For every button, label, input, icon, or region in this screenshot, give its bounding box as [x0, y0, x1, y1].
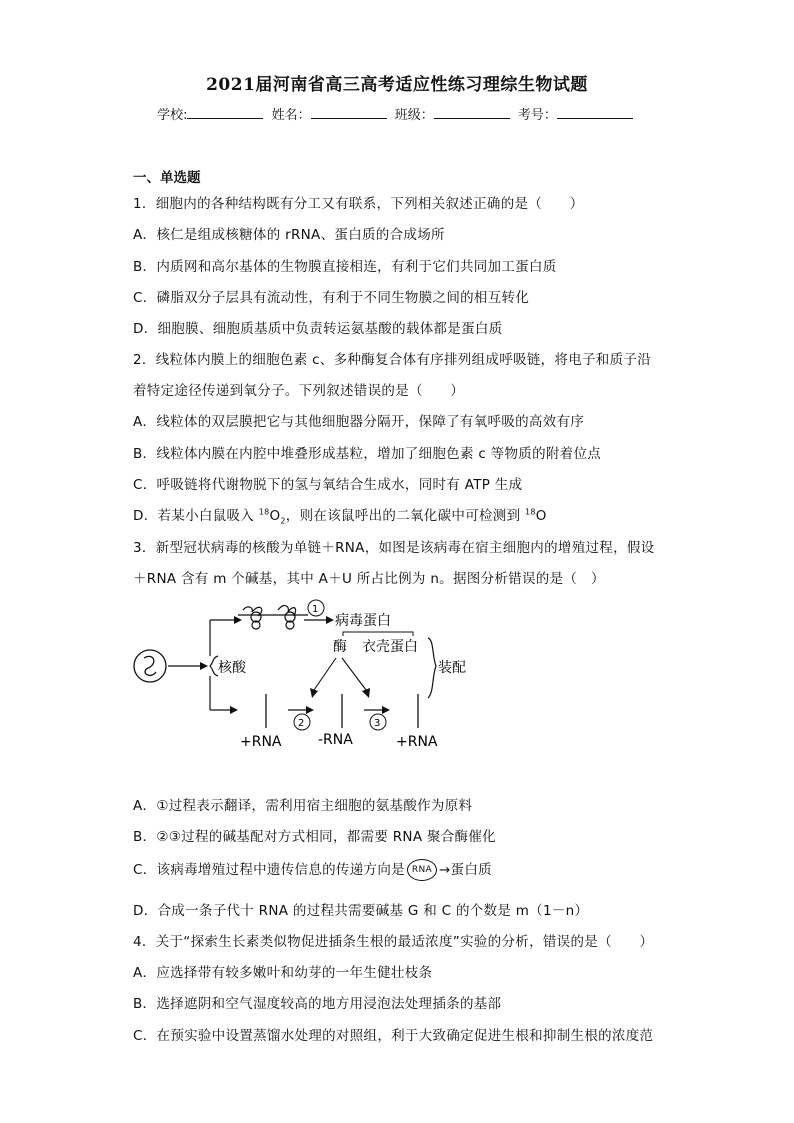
exam-number-label: 考号：	[517, 108, 557, 123]
q3-c-text2: →蛋白质	[438, 862, 492, 878]
q2-d-superscript: 18	[258, 507, 270, 517]
minus-rna-label: -RNA	[318, 732, 353, 748]
nucleic-acid-label: 核酸	[218, 660, 246, 676]
q2-d-oxygen: O	[269, 508, 281, 524]
q3-option-b: B．②③过程的碱基配对方式相同，都需要 RNA 聚合酶催化	[133, 829, 496, 845]
q1-option-b: B．内质网和高尔基体的生物膜直接相连，有利于它们共同加工蛋白质	[133, 259, 557, 275]
q2-option-a: A．线粒体的双层膜把它与其他细胞器分隔开，保障了有氧呼吸的高效有序	[133, 414, 585, 430]
plus-rna-label-1: +RNA	[240, 734, 282, 750]
q3-option-a: A．①过程表示翻译，需利用宿主细胞的氨基酸作为原料	[133, 798, 473, 814]
plus-rna-label-2: +RNA	[396, 734, 438, 750]
ribosome-icon	[238, 606, 308, 629]
q2-d-text: D．若某小白鼠吸入	[133, 508, 259, 524]
q4-option-b: B．选择遮阴和空气湿度较高的地方用浸泡法处理插条的基部	[133, 996, 502, 1012]
assembly-label: 装配	[438, 660, 466, 676]
school-label: 学校:	[157, 108, 188, 123]
q2-option-c: C．呼吸链将代谢物脱下的氢与氧结合生成水，同时有 ATP 生成	[133, 477, 523, 493]
q2-d-subscript: 2	[280, 516, 286, 526]
q2-stem-line1: 2．线粒体内膜上的细胞色素 c、多种酶复合体有序排列组成呼吸链，将电子和质子沿	[133, 352, 652, 368]
step-3-number: 3	[374, 718, 381, 729]
q1-option-a: A．核仁是组成核糖体的 rRNA、蛋白质的合成场所	[133, 227, 445, 243]
school-blank	[187, 106, 263, 119]
page-title: 2021届河南省高三高考适应性练习理综生物试题	[206, 75, 588, 95]
q2-d-oxygen2: O	[535, 508, 547, 524]
viral-protein-label: 病毒蛋白	[335, 613, 391, 629]
q2-stem-line2: 着特定途径传递到氧分子。下列叙述错误的是（ ）	[133, 383, 465, 399]
q2-d-text2: ，则在该鼠呼出的二氧化碳中可检测到	[285, 508, 525, 524]
q3-option-d: D．合成一条子代十 RNA 的过程共需要碱基 G 和 C 的个数是 m（1－n）	[133, 903, 589, 919]
q2-option-d	[133, 504, 547, 526]
name-label: 姓名：	[271, 108, 311, 123]
student-info-line	[0, 104, 794, 123]
q3-c-text: C．该病毒增殖过程中遗传信息的传递方向是	[133, 862, 405, 878]
rna-cycle-icon: RNA	[407, 859, 437, 881]
q1-stem: 1．细胞内的各种结构既有分工又有联系，下列相关叙述正确的是（ ）	[133, 196, 584, 212]
enzyme-label: 酶	[333, 639, 347, 655]
q1-option-c: C．磷脂双分子层具有流动性，有利于不同生物膜之间的相互转化	[133, 290, 530, 306]
virus-icon	[134, 650, 166, 682]
q4-stem: 4．关于“探索生长素类似物促进插条生根的最适浓度”实验的分析，错误的是（ ）	[133, 934, 654, 950]
q1-option-d: D．细胞膜、细胞质基质中负责转运氨基酸的载体都是蛋白质	[133, 321, 503, 337]
q2-d-superscript2: 18	[525, 507, 536, 517]
q4-option-c: C．在预实验中设置蒸馏水处理的对照组，利于大致确定促进生根和抑制生根的浓度范	[133, 1028, 654, 1044]
step-1-number: 1	[312, 604, 319, 615]
name-blank	[311, 106, 387, 119]
capsid-protein-label: 衣壳蛋白	[362, 639, 418, 655]
virus-replication-diagram	[128, 598, 466, 758]
q4-option-a: A．应选择带有较多嫩叶和幼芽的一年生健壮枝条	[133, 965, 433, 981]
q3-option-c	[133, 858, 492, 881]
q2-option-b: B．线粒体内膜在内腔中堆叠形成基粒，增加了细胞色素 c 等物质的附着位点	[133, 446, 602, 462]
class-label: 班级：	[394, 108, 434, 123]
step-2-number: 2	[298, 718, 305, 729]
q3-stem-line2: ＋RNA 含有 m 个碱基，其中 A＋U 所占比例为 n。据图分析错误的是（ ）	[133, 571, 605, 587]
class-blank	[434, 106, 510, 119]
q3-stem-line1: 3．新型冠状病毒的核酸为单链＋RNA，如图是该病毒在宿主细胞内的增殖过程，假设	[133, 540, 655, 556]
section-heading: 一、单选题	[133, 170, 201, 186]
exam-number-blank	[557, 106, 633, 119]
